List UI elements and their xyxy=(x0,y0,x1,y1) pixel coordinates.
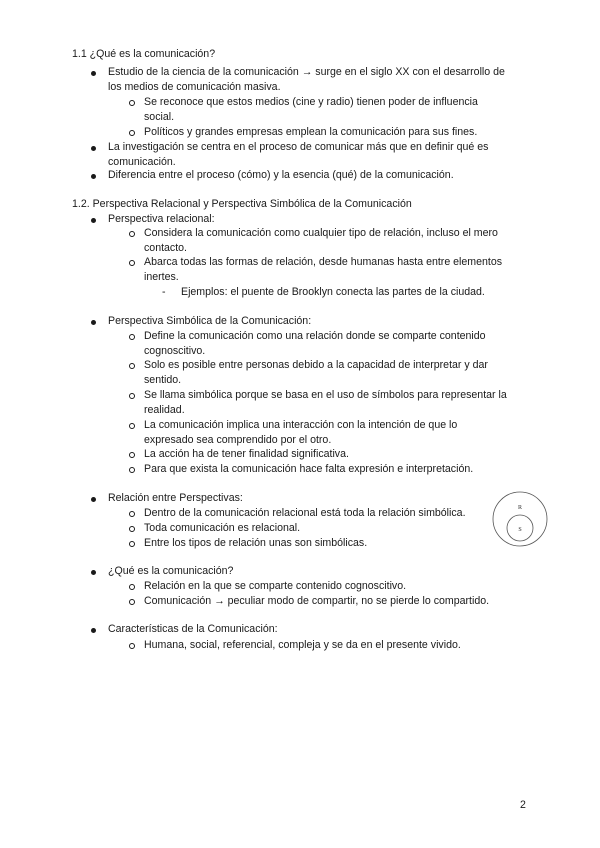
bullet-dot xyxy=(91,71,96,76)
inner-circle-label: S xyxy=(518,527,522,533)
sub-list-item: Toda comunicación es relacional. xyxy=(144,522,301,534)
bullet-circle xyxy=(129,423,135,429)
sub-list-item: Entre los tipos de relación unas son simbólicas. xyxy=(144,537,368,549)
bullet-circle xyxy=(129,231,135,237)
bullet-dot xyxy=(91,628,96,633)
list-item: La investigación se centra en el proceso de comunicar más que en definir qué es xyxy=(108,141,489,153)
bullet-circle xyxy=(129,584,135,590)
sub-list-item: Solo es posible entre personas debido a la capacidad de interpretar y dar xyxy=(144,359,488,371)
bullet-circle xyxy=(129,393,135,399)
bullet-dot xyxy=(91,570,96,575)
bullet-circle xyxy=(129,467,135,473)
bullet-circle xyxy=(129,526,135,532)
sub-list-item: La comunicación implica una interacción con la intención de que lo xyxy=(144,419,458,431)
bullet-dot xyxy=(91,174,96,179)
bullet-circle xyxy=(129,363,135,369)
sub-list-item: Considera la comunicación como cualquier tipo de relación, incluso el mero xyxy=(144,227,498,239)
bullet-circle xyxy=(129,599,135,605)
sub-list-item-continuation: social. xyxy=(144,111,175,123)
sub-list-item: Define la comunicación como una relación donde se comparte contenido xyxy=(144,330,486,342)
list-item-title: Perspectiva relacional: xyxy=(108,213,215,225)
bullet-circle xyxy=(129,334,135,340)
sub-list-item: Dentro de la comunicación relacional está toda la relación simbólica. xyxy=(144,507,466,519)
list-item-title: Características de la Comunicación: xyxy=(108,623,278,635)
sub-list-item: Políticos y grandes empresas emplean la comunicación para sus fines. xyxy=(144,126,478,138)
bullet-dot xyxy=(91,218,96,223)
sub-list-item: Para que exista la comunicación hace falta expresión e interpretación. xyxy=(144,463,474,475)
nested-circles-diagram xyxy=(491,490,549,548)
list-item: Estudio de la ciencia de la comunicación → surge en el siglo XX con el desarrollo de xyxy=(108,66,505,78)
list-item-continuation: los medios de comunicación masiva. xyxy=(108,81,281,93)
section-heading-1-1: 1.1 ¿Qué es la comunicación? xyxy=(72,48,216,60)
sub-list-item: Abarca todas las formas de relación, desde humanas hasta entre elementos xyxy=(144,256,503,268)
list-item-title: Relación entre Perspectivas: xyxy=(108,492,243,504)
bullet-dot xyxy=(91,320,96,325)
bullet-circle xyxy=(129,541,135,547)
sub-list-item: La acción ha de tener finalidad significativa. xyxy=(144,448,349,460)
sub-list-item: Se reconoce que estos medios (cine y radio) tienen poder de influencia xyxy=(144,96,478,108)
sub-list-item-continuation: contacto. xyxy=(144,242,187,254)
sub-sub-list-item: Ejemplos: el puente de Brooklyn conecta las partes de la ciudad. xyxy=(181,286,485,298)
sub-list-item-continuation: realidad. xyxy=(144,404,185,416)
list-item-continuation: comunicación. xyxy=(108,156,176,168)
bullet-circle xyxy=(129,260,135,266)
sub-list-item-continuation: expresado sea comprendido por el otro. xyxy=(144,434,332,446)
list-item-title: ¿Qué es la comunicación? xyxy=(108,565,234,577)
list-item: Diferencia entre el proceso (cómo) y la esencia (qué) de la comunicación. xyxy=(108,169,454,181)
outer-circle-relational xyxy=(493,492,547,546)
bullet-circle xyxy=(129,452,135,458)
sub-list-item: Se llama simbólica porque se basa en el uso de símbolos para representar la xyxy=(144,389,507,401)
sub-list-item: Humana, social, referencial, compleja y se da en el presente vivido. xyxy=(144,639,461,651)
bullet-circle xyxy=(129,643,135,649)
sub-list-item-continuation: inertes. xyxy=(144,271,179,283)
bullet-dot xyxy=(91,497,96,502)
page-number: 2 xyxy=(520,799,526,811)
bullet-circle xyxy=(129,130,135,136)
sub-list-item: Relación en la que se comparte contenido cognoscitivo. xyxy=(144,580,407,592)
dash-marker: - xyxy=(162,286,166,298)
sub-list-item-continuation: cognoscitivo. xyxy=(144,345,206,357)
list-item-title: Perspectiva Simbólica de la Comunicación: xyxy=(108,315,312,327)
bullet-circle xyxy=(129,511,135,517)
bullet-circle xyxy=(129,100,135,106)
sub-list-item-continuation: sentido. xyxy=(144,374,182,386)
bullet-dot xyxy=(91,146,96,151)
outer-circle-label: R xyxy=(517,505,523,511)
sub-list-item: Comunicación → peculiar modo de compartir, no se pierde lo compartido. xyxy=(144,595,490,607)
section-heading-1-2: 1.2. Perspectiva Relacional y Perspectiva Simbólica de la Comunicación xyxy=(72,198,412,210)
